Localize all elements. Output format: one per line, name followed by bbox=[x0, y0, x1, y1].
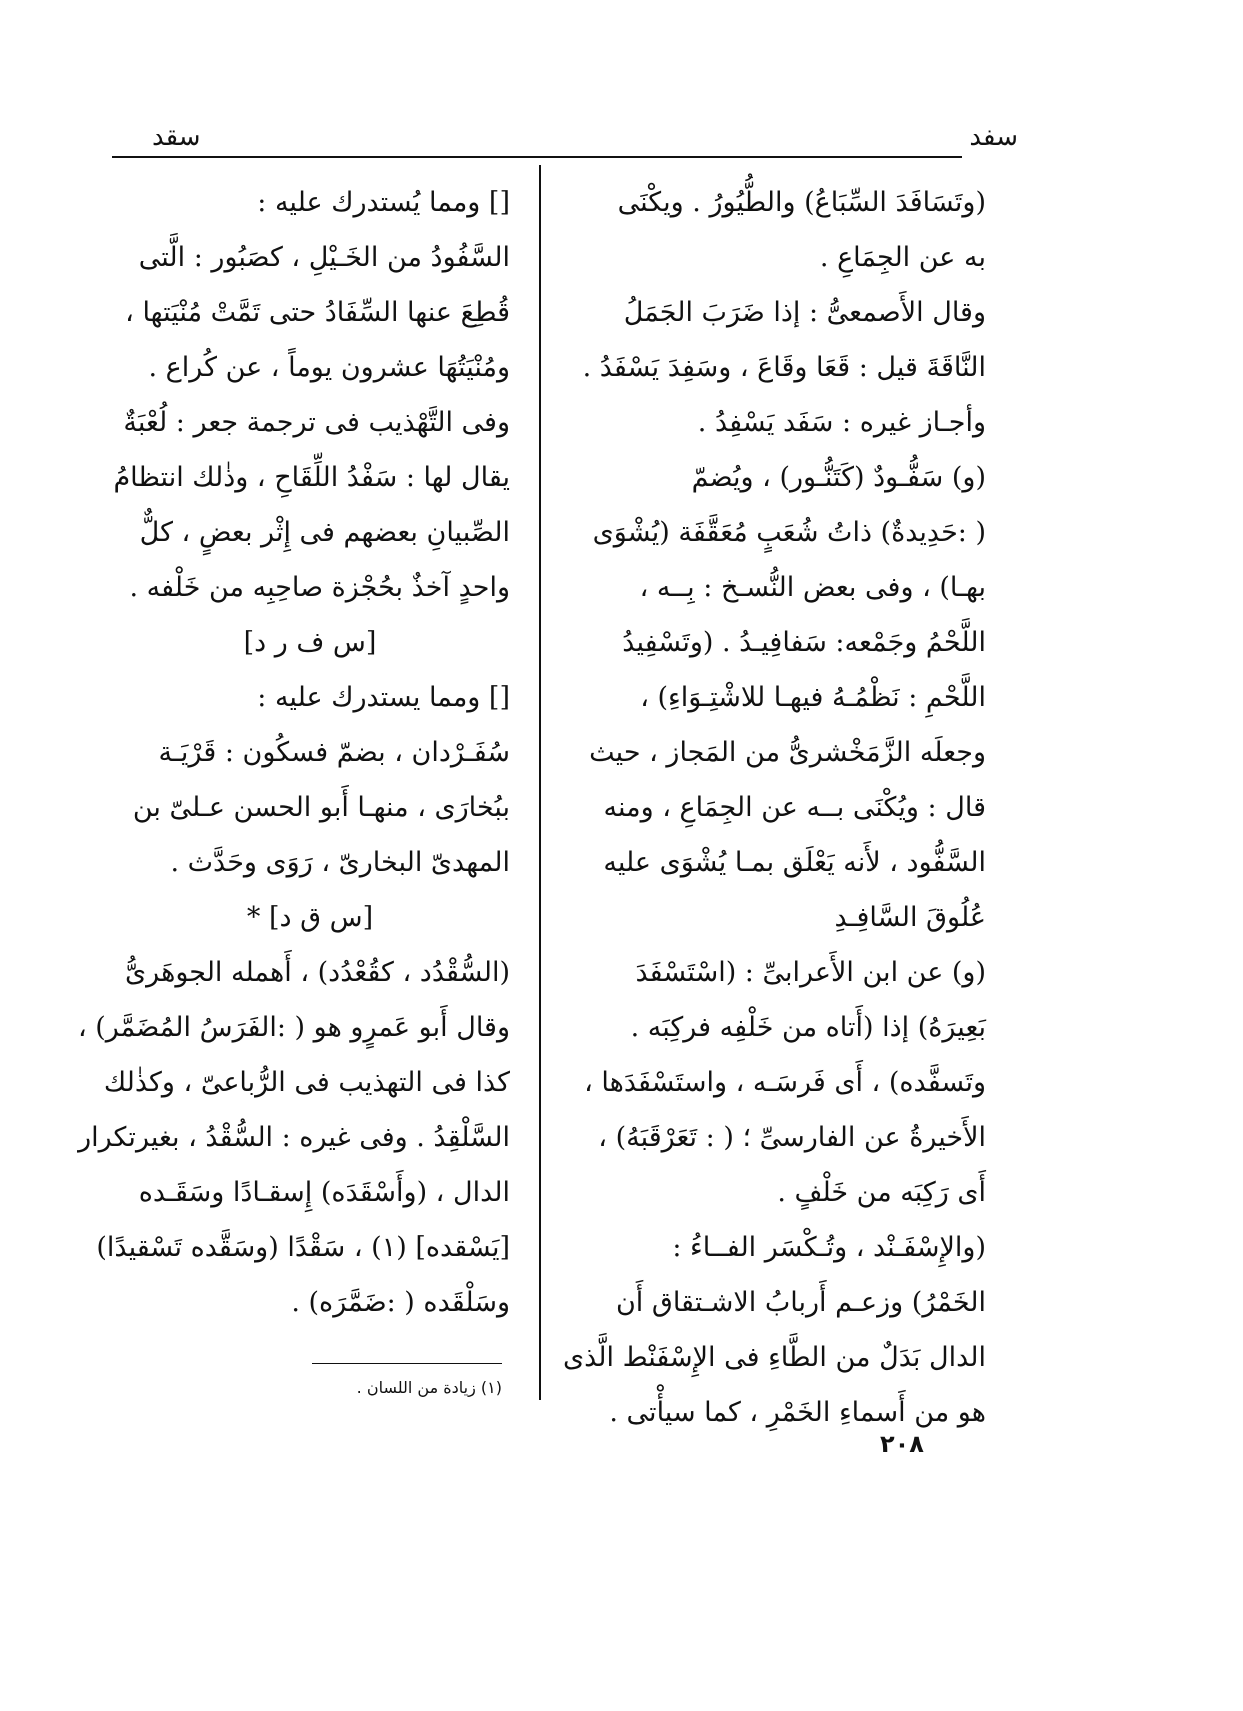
text-line: السَّفُودُ من الخَـيْلِ ، كصَبُور : الَّتى bbox=[138, 242, 510, 273]
text-line: وجعلَه الزَّمَخْشرىُّ من المَجاز ، حيث bbox=[589, 737, 986, 768]
text-line: قال : ويُكْنَى بــه عن الجِمَاعِ ، ومنه bbox=[603, 792, 986, 823]
text-line: (و) سَفُّـودٌ (كَتَنُّـور) ، ويُضمّ bbox=[691, 462, 986, 493]
text-line: وسَلْقَده ( :ضَمَّرَه) . bbox=[291, 1287, 510, 1318]
text-line: وأجـاز غيره : سَفَد يَسْفِدُ . bbox=[697, 407, 986, 438]
text-line: هو من أَسماءِ الخَمْرِ ، كما سيأْتى . bbox=[609, 1397, 986, 1428]
text-line: ( :حَدِيدةٌ) ذاتُ شُعَبٍ مُعَقَّفَة (يُشْوَى bbox=[592, 517, 986, 548]
text-line: بهـا) ، وفى بعض النُّسـخ : بِــه ، bbox=[639, 572, 986, 603]
page-number: ٢٠٨ bbox=[880, 1430, 924, 1458]
text-line: به عن الجِمَاعِ . bbox=[819, 242, 986, 273]
text-line: الأَخيرةُ عن الفارسىِّ ؛ ( : تَعَرْقَبَهُ) ، bbox=[598, 1122, 986, 1153]
header-root-left: سقد bbox=[152, 122, 201, 152]
text-line: كذا فى التهذيب فى الرُّباعىّ ، وكذٰلك bbox=[103, 1067, 510, 1098]
text-line: اللَّحْمُ وجَمْعه: سَفافِيـدُ . (وتَسْفِيدُ bbox=[622, 627, 986, 658]
text-line: وقال الأَصمعىُّ : إذا ضَرَبَ الجَمَلُ bbox=[623, 297, 986, 328]
text-line: سُفَـرْدان ، بضمّ فسكُون : قَرْيَـة bbox=[158, 737, 510, 768]
footnote-rule bbox=[312, 1363, 502, 1364]
text-line: وقال أَبو عَمرٍو هو ( :الفَرَسُ المُضَمَّر) ، bbox=[77, 1012, 510, 1043]
header-root-right: سفد bbox=[969, 122, 1018, 152]
text-line: الخَمْرُ) وزعـم أَربابُ الاشـتقاق أَن bbox=[615, 1287, 986, 1318]
text-line: السَّلْقِدُ . وفى غيره : السُّقْدُ ، بغيرتكرار bbox=[78, 1122, 510, 1153]
text-line: بَعِيرَهُ) إذا (أَتاه من خَلْفِه فركِبَه . bbox=[630, 1012, 986, 1043]
text-line: السَّفُّود ، لأَنه يَعْلَق بمـا يُشْوَى عليه bbox=[603, 847, 986, 878]
entry-heading: [س ف ر د] bbox=[243, 627, 377, 658]
footnote: (١) زيادة من اللسان . bbox=[356, 1378, 502, 1397]
text-line: (والإِسْفَـنْد ، وتُـكْسَر الفــاءُ : bbox=[672, 1232, 986, 1263]
text-line: (وتَسَافَدَ السِّبَاعُ) والطُّيُورُ . ويكْنَى bbox=[617, 187, 986, 218]
text-line: المهدىّ البخارىّ ، رَوَى وحَدَّث . bbox=[170, 847, 510, 878]
text-line: [] ومما يُستدرك عليه : bbox=[257, 187, 510, 218]
text-line: (السُّقْدُد ، كقُعْدُد) ، أَهمله الجوهَرىُّ bbox=[125, 957, 510, 988]
text-line: ومُنْيَتُهَا عشرون يوماً ، عن كُراع . bbox=[148, 352, 510, 383]
text-line: النَّاقَةَ قيل : قَعَا وقَاعَ ، وسَفِدَ يَسْفَدُ . bbox=[582, 352, 986, 383]
text-line: عُلُوقَ السَّافِـدِ bbox=[834, 902, 986, 933]
text-line: يقال لها : سَفْدُ اللِّقَاحِ ، وذٰلك انتظامُ bbox=[113, 462, 510, 493]
text-line: (و) عن ابن الأَعرابىِّ : (اسْتَسْفَدَ bbox=[635, 957, 986, 988]
left-column bbox=[77, 175, 510, 1330]
text-line: واحدٍ آخذٌ بحُجْزة صاحِبِه من خَلْفه . bbox=[129, 572, 510, 603]
text-line: قُطِعَ عنها السِّفَادُ حتى تَمَّتْ مُنْيَتها ، bbox=[125, 297, 510, 328]
entry-heading: [س ق د] * bbox=[246, 902, 374, 933]
text-line: [] ومما يستدرك عليه : bbox=[257, 682, 510, 713]
right-column bbox=[562, 175, 986, 1440]
header-rule bbox=[112, 156, 962, 158]
text-line: [يَسْقده] (١) ، سَقْدًا (وسَقَّده تَسْقيدًا) bbox=[96, 1232, 510, 1263]
text-line: الدال ، (وأَسْقَدَه) إِسقـادًا وسَقَـده bbox=[138, 1177, 510, 1208]
text-line: وفى التَّهْذيب فى ترجمة جعر : لُعْبَةٌ bbox=[123, 407, 510, 438]
text-line: اللَّحْمِ : نَظْمُـهُ فيهـا للاشْتِـوَاءِ) ، bbox=[640, 682, 986, 713]
column-divider bbox=[539, 165, 541, 1400]
text-line: الدال بَدَلٌ من الطَّاءِ فى الإِسْفَنْط الَّذى bbox=[562, 1342, 986, 1373]
text-line: وتَسفَّده) ، أَى فَرسَـه ، واستَسْفَدَها ، bbox=[584, 1067, 986, 1098]
text-line: الصِّبيانِ بعضهم فى إِثْر بعضٍ ، كلٌّ bbox=[139, 517, 510, 548]
text-line: أَى رَكِبَه من خَلْفٍ . bbox=[777, 1177, 986, 1208]
text-line: ببُخارَى ، منهـا أَبو الحسن عـلىّ بن bbox=[132, 792, 510, 823]
